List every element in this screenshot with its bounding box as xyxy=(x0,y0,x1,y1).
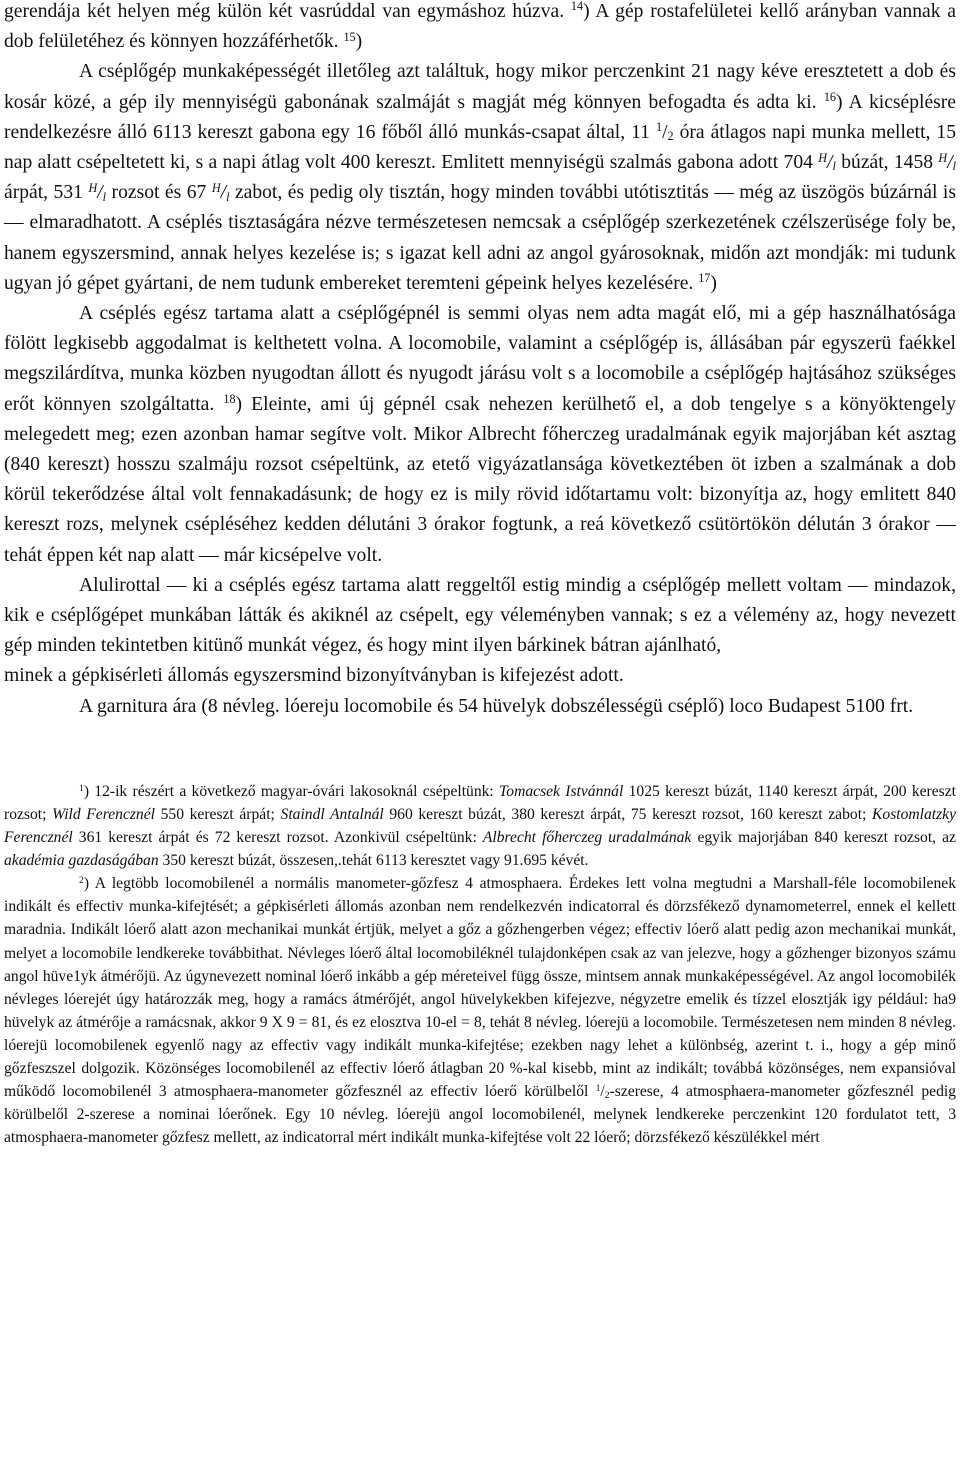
paragraph xyxy=(4,299,956,571)
fraction-slash: / xyxy=(662,121,668,143)
footnote-ref: 14 xyxy=(570,0,584,14)
text-run: ) A legtöbb locomobilenél a normális manometer-gőzfesz 4 atmosphaera. Érdekes lett volna megtudni a Marshall-féle locomobilenek indikált és effectiv munka-kifejtését; a gépkisérleti állomás azonban nem rendelkezvén indicatorral és dörzsfékező dynamometerrel, ennek el kellett maradnia. Indikált lóerő alatt azon mechanikai munkát értjük, melyet a gőz a gőzhengerben végez; effectiv lóerő alatt pedig azon mechanikai munkát, melyet a locomobile lendkereke továbbithat. Névleges lóerő által locomobiléknél tulajdonképen csak az van jelezve, hogy a gőzhenger bizonyos számu angol hüve1yk átmérőjü. Az úgynevezett nominal lóerő inkább a gép méreteivel függ össze, mintsem annak munkaképességével. Az angol locomobilék névleges lóerejét úgy határozzák meg, hogy a ramács átmérőjét, angol hüvelykekben kifejezve, négyzetre emelik és tízzel elosztják igy például: ha9 hüvelyk az átmérője a ramácsnak, akkor 9 X 9 = 81, és ez elosztva 10-el = 8, tehát 8 névleg. lóerejü a locomobile. Természetesen nem minden 8 névleg. lóerejü locomobilenek egyenlő nagy az effectiv vagy indikált munka-kifejtése; ezekben nagy lehet a különbség, azerint t. i., hogy a gép minő gőzfeszszel dolgozik. Közönséges locomobilenél az effectiv lóerő átlagban 20 %-kal kisebb, mint az indikált; továbbá közönséges, nem expansióval működő locomobilenél 3 atmosphaera-manometer gőzfesznél az effectiv lóerő körülbelől xyxy=(4,875,956,1101)
text-run: ) 12-ik részért a következő magyar-óvári lakosoknál csépeltünk: xyxy=(83,782,494,800)
italic-name: Albrecht főherczeg uradalmának xyxy=(482,829,692,847)
text-run: -szerese, 4 atmosphaera-manometer gőzfesznél pedig körülbelől 2-szerese a nominai lóerőnek. Egy 10 névleg. lóerejü angol locomobilenél, melynek lendkereke perczenkint 120 fordulatot tett, 3 atmosphaera-manometer gőzfesz mellett, az indicatorral mért indikált munka-kifejtése volt 22 lóerő; dörzsfékező készülékkel mért xyxy=(4,1083,956,1147)
text-run: ) A gép rostafelületei kellő arányban vannak a dob felületéhez és könnyen hozzáférhetők. xyxy=(4,1,956,53)
unit-slash: / xyxy=(97,182,103,204)
fraction-denominator: 2 xyxy=(604,1090,610,1102)
fraction-numerator: 1 xyxy=(595,1082,601,1094)
unit-h: H xyxy=(818,150,828,165)
unit-slash: / xyxy=(220,182,227,204)
hectoliter-unit xyxy=(88,182,106,203)
footnote-ref: 15 xyxy=(343,29,356,44)
hectoliter-unit xyxy=(212,182,230,203)
text-run: egyik majorjában 840 kereszt rozsot, az xyxy=(697,829,956,847)
text-run: gerendája két helyen még külön két vasrúddal van egymáshoz húzva. xyxy=(4,1,565,22)
hectoliter-unit xyxy=(818,152,836,173)
footnote-marker: 1 xyxy=(79,782,84,794)
unit-h: H xyxy=(211,181,221,196)
text-run: 550 kereszt árpát; xyxy=(160,805,275,823)
footnote-ref: 16 xyxy=(823,89,836,104)
paragraph: Alulirottal — ki a cséplés egész tartama alatt reggeltől estig mindig a cséplőgép mellett voltam — mindazok, kik e cséplőgépet munkában látták és akiknél az csépelt, egy véleményben vannak; s ez a vélemény az, hogy nevezett gép minden tekintetben kitünő munkát végez, és hogy mint ilyen bárkinek bátran ajánlható, xyxy=(4,574,956,657)
unit-slash: / xyxy=(827,152,833,174)
fraction-slash: / xyxy=(600,1083,605,1101)
italic-name: Tomacsek Istvánnál xyxy=(499,782,624,800)
text-run: 350 kereszt búzát, összesen,.tehát 6113 keresztet vagy 91.695 kévét. xyxy=(162,852,589,870)
text-run: 1025 kereszt búzát, 1140 kereszt árpát, 200 kereszt rozsot; xyxy=(4,782,956,823)
text-run: búzát, 1458 xyxy=(841,152,934,174)
paragraph: A garnitura ára (8 névleg. lóereju locomobile és 54 hüvelyk dobszélességü cséplő) loco Budapest 5100 frt. xyxy=(79,695,914,717)
text-run: ) xyxy=(710,272,717,294)
footnote-marker: 2 xyxy=(79,874,84,886)
text-run: ) Eleinte, ami új gépnél csak nehezen kerülhető el, a dob tengelye s a könyöktengely melegedett meg; ezen azonban hamar segítve volt. Mikor Albrecht főherczeg uradalmának egyik majorjában két asztag (840 kereszt) hosszu szalmáju rozsot csépeltünk, az etető vigyázatlansága következtében öt izben a szalmának a dob körül tekerődzése által volt fennakadásunk; de hogy ez is mily rövid időtartamu volt: bizonyítja az, hogy emlitett 840 kereszt rozs, melynek csépléséhez kedden délutáni 3 órakor fogtunk, a reá következő csütörtökön délután 3 órakor — tehát éppen két nap alatt — már kicsépelve volt. xyxy=(4,393,956,566)
text-run: ) A kicséplésre rendelkezésre álló 6113 kereszt gabona egy 16 főből álló munkás-csapat által, 11 xyxy=(4,91,956,143)
footnote-ref: 18 xyxy=(223,391,236,406)
text-run: árpát, 531 xyxy=(4,182,83,204)
text-run: 960 kereszt búzát, 380 kereszt árpát, 75 kereszt rozsot, 160 kereszt zabot; xyxy=(389,805,867,823)
unit-h: H xyxy=(88,181,98,196)
paragraph xyxy=(4,0,956,57)
italic-name: Staindl Antalnál xyxy=(280,805,384,823)
paragraph: minek a gépkisérleti állomás egyszersmind bizonyítványban is kifejezést adott. xyxy=(4,665,624,687)
footnote-ref: 17 xyxy=(698,271,711,286)
fraction-denominator: 2 xyxy=(667,129,674,144)
text-run: zabot, és pedig oly tisztán, hogy minden további utótisztitás — még az üszögös búzárnál is — elmaradhatott. A cséplés tisztaságára nézve természetesen nemcsak a cséplőgép szerkezetének czélszerüsége foly be, hanem egyszersmind, annak helyes kezelése is; s igazat kell adni az angol gyárosoknak, midőn azt mondják: mi tudunk ugyan jó gépet gyártani, de nem tudunk embereket teremteni gépeink helyes kezelésére. xyxy=(4,182,957,294)
unit-l: l xyxy=(102,189,107,204)
fraction-numerator: 1 xyxy=(655,120,663,135)
italic-name: Kostomlatzky Ferencznél xyxy=(4,805,957,847)
text-run: rozsot és 67 xyxy=(111,182,207,204)
text-run: A cséplés egész tartama alatt a cséplőgépnél is semmi olyas nem adta magát elő, mi a gép használhatósága fölött legkisebb aggodalmat is kelthetett volna. A locomobile, valamint a cséplőgép is, állásában pár egyszerü faékkel megszilárdítva, munka közben nyugodtan állott és nyugodt járásu volt s a locomobile a cséplőgép hajtásához szükséges erőt könnyen szolgáltatta. xyxy=(4,303,956,415)
unit-l: l xyxy=(832,159,836,174)
unit-h: H xyxy=(938,150,948,165)
text-run: 361 kereszt árpát és 72 kereszt rozsot. Azonkivül csépeltünk: xyxy=(78,829,477,847)
main-text xyxy=(4,0,956,722)
unit-slash: / xyxy=(947,152,953,174)
italic-name: Wild Ferencznél xyxy=(52,805,155,823)
italic-name: akadémia gazdaságában xyxy=(4,852,159,870)
footnote-1 xyxy=(4,780,956,872)
paragraph xyxy=(4,57,956,299)
text-run: A cséplőgép munkaképességét illetőleg azt találtuk, hogy mikor perczenkint 21 nagy kéve eresztetett a dob és kosár közé, a gép ily mennyiségü gabonának szalmáját s magját még könnyen befogadta és adta ki. xyxy=(4,61,956,113)
footnotes-section xyxy=(4,780,956,1150)
text-run: ) xyxy=(355,31,363,53)
unit-l: l xyxy=(952,159,957,174)
footnote-2 xyxy=(4,872,956,1149)
hectoliter-unit xyxy=(938,152,956,173)
text-run: óra átlagos napi munka mellett, 15 nap alatt csépeltetett ki, s a napi átlag volt 400 kereszt. Emlitett mennyiségü szalmás gabona adott 704 xyxy=(4,121,957,174)
unit-l: l xyxy=(226,189,230,204)
